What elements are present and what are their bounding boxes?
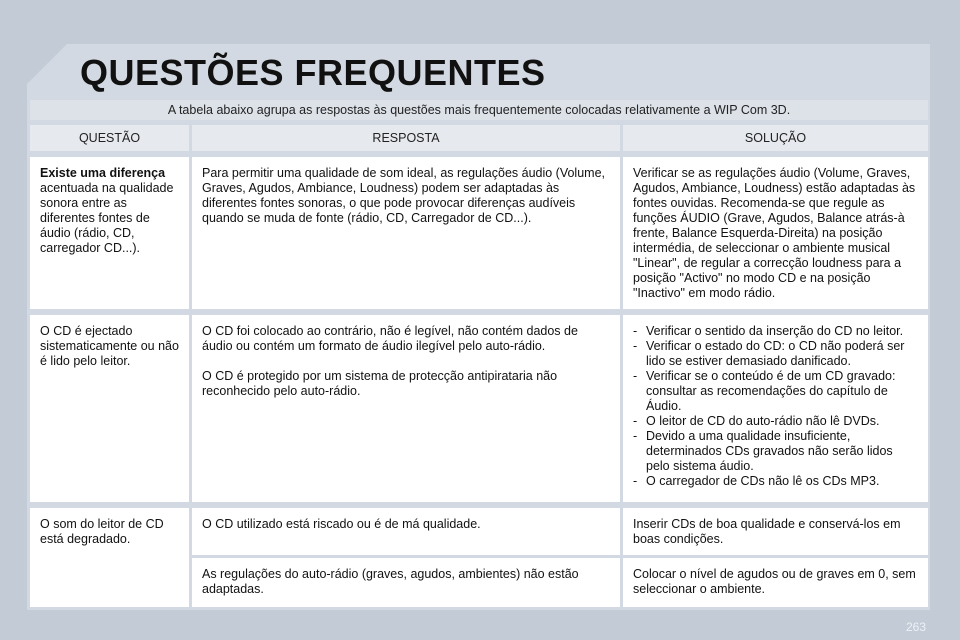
list-item: - Devido a uma qualidade insuficiente, determinados CDs gravados não serão lidos pelo sistema áudio. — [633, 429, 918, 474]
row2-question-cell — [30, 315, 189, 502]
page-number: 263 — [905, 620, 926, 634]
list-item: - Verificar o sentido da inserção do CD no leitor. — [633, 324, 918, 339]
row3-answer-cell-1 — [192, 508, 620, 555]
list-item: - Verificar o estado do CD: o CD não poderá ser lido se estiver demasiado danificado. — [633, 339, 918, 369]
row3-answer-cell-2 — [192, 558, 620, 607]
row1-answer-text: Para permitir uma qualidade de som ideal, as regulações áudio (Volume, Graves, Agudos, Ambiance, Loudness) podem ser adaptadas às diferentes fontes sonoras, o que pode provocar diferenças audíveis quando se muda de fonte (rádio, CD, Carregador de CD...). — [202, 166, 606, 225]
row3-answer-text-1: O CD utilizado está riscado ou é de má qualidade. — [202, 517, 481, 531]
row2-answer-text-1: O CD foi colocado ao contrário, não é legível, não contém dados de áudio ou contém um formato de áudio ilegível pelo auto-rádio. — [202, 324, 578, 353]
list-item: - O leitor de CD do auto-rádio não lê DVDs. — [633, 414, 918, 429]
sheet-corner-cut — [27, 44, 67, 84]
row1-question-rest: acentuada na qualidade sonora entre as diferentes fontes de áudio (rádio, CD, carregador CD...). — [40, 181, 174, 255]
header-solution: SOLUÇÃO — [623, 125, 928, 151]
row1-question-cell — [30, 157, 189, 309]
list-item: - O carregador de CDs não lê os CDs MP3. — [633, 474, 918, 489]
row3-solution-text-2: Colocar o nível de agudos ou de graves em 0, sem seleccionar o ambiente. — [633, 567, 916, 596]
page-title: QUESTÕES FREQUENTES — [80, 52, 546, 93]
row1-answer-cell — [192, 157, 620, 309]
row2-question-text: O CD é ejectado sistematicamente ou não é lido pelo leitor. — [40, 324, 179, 368]
row3-solution-cell-1 — [623, 508, 928, 555]
row3-solution-text-1: Inserir CDs de boa qualidade e conservá-los em boas condições. — [633, 517, 901, 546]
row1-solution-cell — [623, 157, 928, 309]
row2-solution-list — [633, 324, 918, 489]
list-item: - Verificar se o conteúdo é de um CD gravado: consultar as recomendações do capítulo de Áudio. — [633, 369, 918, 414]
row2-answer-cell — [192, 315, 620, 502]
intro-text: A tabela abaixo agrupa as respostas às questões mais frequentemente colocadas relativamente a WIP Com 3D. — [30, 100, 928, 120]
header-answer: RESPOSTA — [192, 125, 620, 151]
row2-solution-cell — [623, 315, 928, 502]
row1-question-text — [40, 166, 179, 256]
row2-answer-text-2: O CD é protegido por um sistema de protecção antipirataria não reconhecido pelo auto-rádio. — [202, 369, 558, 398]
row1-question-bold: Existe uma diferença — [40, 166, 166, 180]
row1-solution-text: Verificar se as regulações áudio (Volume, Graves, Agudos, Ambiance, Loudness) estão adaptadas às fontes ouvidas. Recomenda-se que regule as funções ÁUDIO (Grave, Agudos, Balance atrás-à frente, Balance Esquerda-Direita) na posição intermédia, de seleccionar o ambiente musical "Linear", de regular a correcção loudness para a posição "Activo" no modo CD e na posição "Inactivo" em modo rádio. — [633, 166, 916, 300]
row3-question-text: O som do leitor de CD está degradado. — [40, 517, 164, 546]
row3-answer-text-2: As regulações do auto-rádio (graves, agudos, ambientes) não estão adaptadas. — [202, 567, 579, 596]
row3-question-cell — [30, 508, 189, 607]
row3-solution-cell-2 — [623, 558, 928, 607]
header-question: QUESTÃO — [30, 125, 189, 151]
